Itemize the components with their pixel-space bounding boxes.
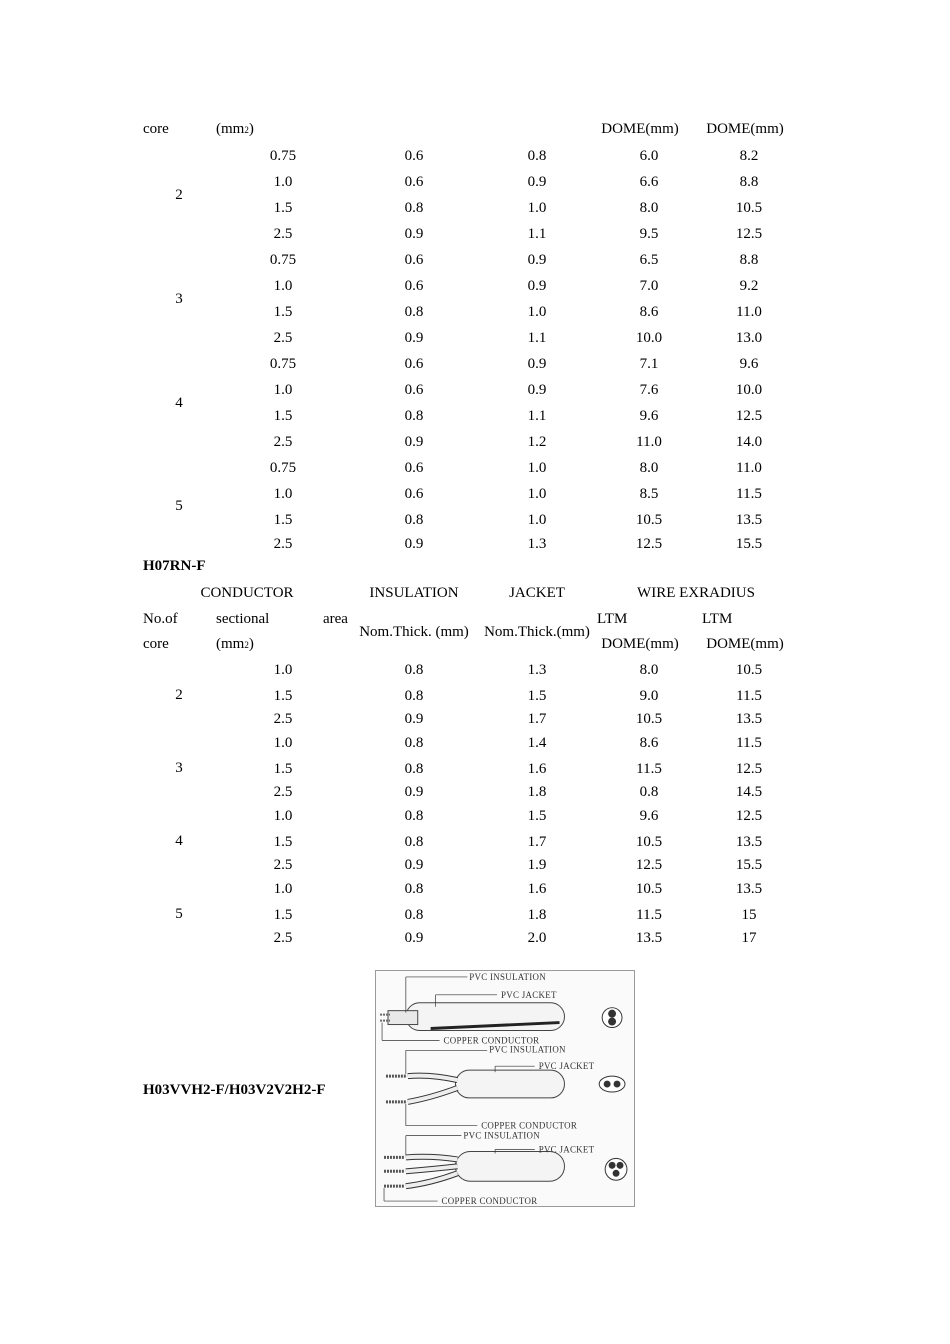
cell-ltm-dome-2: 15.5	[735, 857, 763, 873]
cell-jacket: 1.5	[527, 688, 547, 704]
cell-ltm-dome-1: 8.6	[639, 304, 659, 320]
cell-area: 1.0	[273, 881, 293, 897]
cell-insulation: 0.8	[404, 808, 424, 824]
cell-ltm-dome-1: 6.6	[639, 174, 659, 190]
cell-area: 1.5	[273, 761, 293, 777]
cell-jacket: 1.6	[527, 881, 547, 897]
cell-area: 0.75	[269, 252, 297, 268]
cell-ltm-dome-1: 6.5	[639, 252, 659, 268]
cell-ltm-dome-1: 9.5	[639, 226, 659, 242]
cell-insulation: 0.9	[404, 226, 424, 242]
cell-insulation: 0.9	[404, 711, 424, 727]
table1-header-dome-1: DOME(mm)	[601, 121, 679, 137]
cell-ltm-dome-1: 8.0	[639, 662, 659, 678]
cell-ltm-dome-2: 13.5	[735, 711, 763, 727]
table2-header-nom-thick-insulation: Nom.Thick. (mm)	[359, 624, 469, 640]
cell-ltm-dome-1: 13.5	[635, 930, 663, 946]
cell-jacket: 2.0	[527, 930, 547, 946]
cell-ltm-dome-1: 7.0	[639, 278, 659, 294]
cell-jacket: 1.0	[527, 486, 547, 502]
cell-jacket: 1.0	[527, 304, 547, 320]
core-count: 5	[175, 905, 183, 922]
cell-ltm-dome-2: 13.5	[735, 834, 763, 850]
cell-insulation: 0.6	[404, 148, 424, 164]
cell-ltm-dome-2: 17	[741, 930, 757, 946]
cell-area: 2.5	[273, 711, 293, 727]
cell-insulation: 0.9	[404, 434, 424, 450]
cell-ltm-dome-2: 9.6	[739, 356, 759, 372]
cell-ltm-dome-1: 11.5	[636, 761, 662, 777]
cell-ltm-dome-1: 11.0	[636, 434, 662, 450]
cell-area: 1.5	[273, 200, 293, 216]
cell-ltm-dome-1: 10.5	[635, 834, 663, 850]
cell-jacket: 1.0	[527, 460, 547, 476]
cell-area: 2.5	[273, 784, 293, 800]
cell-area: 1.0	[273, 382, 293, 398]
table2-header-jacket: JACKET	[509, 585, 565, 601]
cell-ltm-dome-1: 10.5	[635, 881, 663, 897]
cable-a-insulation-label: PVC INSULATION	[469, 971, 546, 982]
cell-area: 1.5	[273, 304, 293, 320]
table1-header-core: core	[143, 121, 169, 137]
cell-area: 2.5	[273, 434, 293, 450]
cell-ltm-dome-1: 8.5	[639, 486, 659, 502]
table1-header-area-unit: (mm2)	[216, 121, 254, 137]
cell-jacket: 1.1	[527, 408, 547, 424]
table2-header-dome-1: DOME(mm)	[601, 636, 679, 652]
table2-header-nom-thick-jacket: Nom.Thick.(mm)	[484, 624, 590, 640]
cell-jacket: 1.8	[527, 907, 547, 923]
cable-b-drawing	[386, 1044, 625, 1130]
cell-ltm-dome-2: 8.8	[739, 252, 759, 268]
cell-insulation: 0.6	[404, 174, 424, 190]
cell-area: 1.0	[273, 808, 293, 824]
cable-a-jacket-label: PVC JACKET	[501, 989, 557, 1000]
cell-jacket: 1.9	[527, 857, 547, 873]
core-count: 4	[175, 832, 183, 849]
cell-area: 1.5	[273, 907, 293, 923]
cell-insulation: 0.6	[404, 252, 424, 268]
cell-jacket: 0.9	[527, 356, 547, 372]
table2-header-ltm-2: LTM	[702, 611, 733, 627]
cell-ltm-dome-1: 12.5	[635, 536, 663, 552]
cell-jacket: 1.4	[527, 735, 547, 751]
cell-insulation: 0.6	[404, 460, 424, 476]
cell-insulation: 0.8	[404, 761, 424, 777]
cell-insulation: 0.9	[404, 784, 424, 800]
cell-ltm-dome-1: 10.5	[635, 512, 663, 528]
cell-ltm-dome-1: 10.0	[635, 330, 663, 346]
core-count: 3	[175, 759, 183, 776]
cell-insulation: 0.6	[404, 356, 424, 372]
cell-ltm-dome-1: 12.5	[635, 857, 663, 873]
cell-ltm-dome-1: 8.0	[639, 200, 659, 216]
cell-insulation: 0.8	[404, 688, 424, 704]
cell-insulation: 0.9	[404, 857, 424, 873]
cell-ltm-dome-1: 9.0	[639, 688, 659, 704]
cell-ltm-dome-1: 6.0	[639, 148, 659, 164]
cell-area: 1.0	[273, 174, 293, 190]
cell-jacket: 1.6	[527, 761, 547, 777]
cell-area: 1.5	[273, 512, 293, 528]
cell-insulation: 0.6	[404, 382, 424, 398]
cell-insulation: 0.9	[404, 330, 424, 346]
cell-ltm-dome-1: 9.6	[639, 408, 659, 424]
cell-insulation: 0.8	[404, 512, 424, 528]
cable-a-conductor-label: COPPER CONDUCTOR	[443, 1035, 540, 1046]
cell-ltm-dome-2: 10.5	[735, 200, 763, 216]
cell-area: 1.0	[273, 278, 293, 294]
cell-ltm-dome-2: 10.5	[735, 662, 763, 678]
cell-jacket: 1.8	[527, 784, 547, 800]
core-count: 2	[175, 187, 183, 203]
cable-a-drawing	[380, 972, 622, 1045]
cell-ltm-dome-2: 11.0	[736, 460, 762, 476]
cell-insulation: 0.8	[404, 200, 424, 216]
table2-header-conductor: CONDUCTOR	[200, 585, 294, 601]
table2-header-ltm-1: LTM	[597, 611, 628, 627]
cell-ltm-dome-2: 15.5	[735, 536, 763, 552]
cable-c-jacket-label: PVC JACKET	[538, 1144, 595, 1155]
cell-insulation: 0.8	[404, 881, 424, 897]
cell-insulation: 0.9	[404, 536, 424, 552]
cell-insulation: 0.8	[404, 735, 424, 751]
cell-ltm-dome-1: 0.8	[639, 784, 659, 800]
cell-ltm-dome-2: 12.5	[735, 761, 763, 777]
cell-ltm-dome-2: 8.2	[739, 148, 759, 164]
table2-header-insulation: INSULATION	[369, 585, 459, 601]
cell-ltm-dome-2: 11.5	[736, 688, 762, 704]
cell-ltm-dome-2: 13.5	[735, 881, 763, 897]
cell-ltm-dome-2: 14.5	[735, 784, 763, 800]
cell-jacket: 1.5	[527, 808, 547, 824]
cell-jacket: 0.8	[527, 148, 547, 164]
cell-ltm-dome-1: 7.6	[639, 382, 659, 398]
cell-jacket: 1.7	[527, 711, 547, 727]
cable-construction-figure	[375, 970, 635, 1207]
cell-jacket: 0.9	[527, 382, 547, 398]
cell-insulation: 0.8	[404, 304, 424, 320]
cell-area: 1.0	[273, 735, 293, 751]
cell-ltm-dome-2: 11.5	[736, 486, 762, 502]
cell-area: 1.5	[273, 834, 293, 850]
cell-ltm-dome-2: 13.0	[735, 330, 763, 346]
cell-ltm-dome-2: 12.5	[735, 226, 763, 242]
cell-insulation: 0.8	[404, 662, 424, 678]
cable-b-insulation-label: PVC INSULATION	[489, 1044, 566, 1055]
cell-ltm-dome-1: 7.1	[639, 356, 659, 372]
cell-ltm-dome-1: 9.6	[639, 808, 659, 824]
cell-ltm-dome-2: 15	[741, 907, 757, 923]
cell-insulation: 0.6	[404, 486, 424, 502]
cell-jacket: 1.0	[527, 512, 547, 528]
cell-area: 0.75	[269, 460, 297, 476]
cell-insulation: 0.9	[404, 930, 424, 946]
table2-header-wire-exradius: WIRE EXRADIUS	[637, 585, 755, 601]
cell-ltm-dome-1: 8.0	[639, 460, 659, 476]
cell-area: 1.5	[273, 688, 293, 704]
cell-ltm-dome-2: 11.0	[736, 304, 762, 320]
cell-area: 2.5	[273, 930, 293, 946]
table2-header-dome-2: DOME(mm)	[706, 636, 784, 652]
cell-jacket: 1.0	[527, 200, 547, 216]
core-count: 5	[175, 498, 183, 514]
cell-jacket: 1.3	[527, 662, 547, 678]
core-count: 2	[175, 686, 183, 703]
cell-area: 1.0	[273, 486, 293, 502]
cell-ltm-dome-2: 12.5	[735, 408, 763, 424]
cell-insulation: 0.8	[404, 408, 424, 424]
cell-area: 2.5	[273, 330, 293, 346]
cell-jacket: 0.9	[527, 278, 547, 294]
cell-area: 0.75	[269, 356, 297, 372]
cell-ltm-dome-2: 8.8	[739, 174, 759, 190]
table1-header-dome-2: DOME(mm)	[706, 121, 784, 137]
cell-ltm-dome-2: 13.5	[735, 512, 763, 528]
cell-ltm-dome-1: 8.6	[639, 735, 659, 751]
cell-jacket: 1.7	[527, 834, 547, 850]
cell-area: 0.75	[269, 148, 297, 164]
cell-ltm-dome-2: 9.2	[739, 278, 759, 294]
cell-ltm-dome-1: 10.5	[635, 711, 663, 727]
cell-insulation: 0.8	[404, 834, 424, 850]
table2-header-core: core	[143, 636, 169, 652]
table2-header-area-unit: (mm2)	[216, 636, 254, 652]
cell-area: 2.5	[273, 226, 293, 242]
cell-ltm-dome-2: 11.5	[736, 735, 762, 751]
cell-jacket: 0.9	[527, 174, 547, 190]
cell-ltm-dome-2: 12.5	[735, 808, 763, 824]
cable-c-drawing	[384, 1131, 627, 1206]
cell-ltm-dome-1: 11.5	[636, 907, 662, 923]
cell-jacket: 1.1	[527, 226, 547, 242]
section-title-h03vvh2-f: H03VVH2-F/H03V2V2H2-F	[143, 1082, 326, 1098]
cell-area: 1.0	[273, 662, 293, 678]
cell-jacket: 0.9	[527, 252, 547, 268]
cell-area: 1.5	[273, 408, 293, 424]
cell-jacket: 1.3	[527, 536, 547, 552]
cell-insulation: 0.8	[404, 907, 424, 923]
cell-ltm-dome-2: 14.0	[735, 434, 763, 450]
section-title-h07rn-f: H07RN-F	[143, 558, 206, 574]
core-count: 4	[175, 395, 183, 411]
cell-jacket: 1.2	[527, 434, 547, 450]
cable-b-conductor-label: COPPER CONDUCTOR	[481, 1120, 578, 1131]
cable-c-conductor-label: COPPER CONDUCTOR	[441, 1196, 538, 1206]
cable-b-jacket-label: PVC JACKET	[538, 1061, 595, 1072]
table2-header-area: area	[323, 611, 348, 627]
cable-c-insulation-label: PVC INSULATION	[463, 1130, 541, 1141]
cell-area: 2.5	[273, 857, 293, 873]
table2-header-sectional: sectional	[216, 611, 270, 627]
cell-ltm-dome-2: 10.0	[735, 382, 763, 398]
cell-insulation: 0.6	[404, 278, 424, 294]
core-count: 3	[175, 291, 183, 307]
cell-jacket: 1.1	[527, 330, 547, 346]
table2-header-no-of: No.of	[143, 611, 178, 627]
cell-area: 2.5	[273, 536, 293, 552]
